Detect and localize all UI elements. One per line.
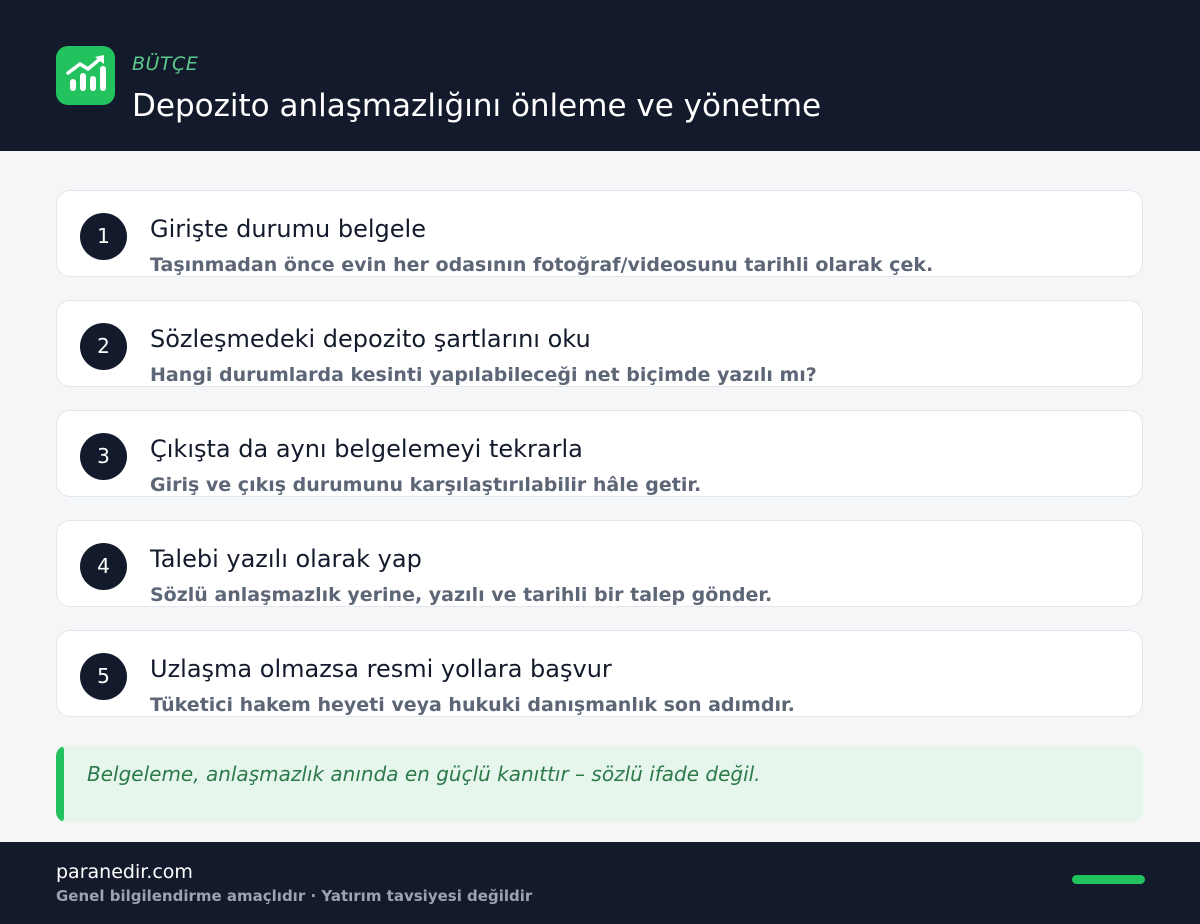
callout-text: Belgeleme, anlaşmazlık anında en güçlü kanıttır – sözlü ifade değil. (87, 762, 761, 786)
tip-callout (56, 746, 1143, 822)
step-description: Tüketici hakem heyeti veya hukuki danışmanlık son adımdır. (150, 694, 795, 716)
category-label: BÜTÇE (132, 53, 199, 75)
step-title: Girişte durumu belgele (150, 215, 426, 243)
step-description: Sözlü anlaşmazlık yerine, yazılı ve tarihli bir talep gönder. (150, 584, 773, 606)
page-title: Depozito anlaşmazlığını önleme ve yönetme (132, 88, 822, 124)
step-card (56, 300, 1143, 387)
step-title: Sözleşmedeki depozito şartlarını oku (150, 325, 591, 353)
step-card (56, 520, 1143, 607)
step-number: 3 (80, 433, 127, 480)
step-number: 1 (80, 213, 127, 260)
step-description: Giriş ve çıkış durumunu karşılaştırılabilir hâle getir. (150, 474, 702, 496)
step-number: 2 (80, 323, 127, 370)
footer-accent-bar (1072, 875, 1145, 884)
header (0, 0, 1200, 151)
step-description: Taşınmadan önce evin her odasının fotoğraf/videosunu tarihli olarak çek. (150, 254, 934, 276)
chart-up-icon (56, 46, 115, 105)
footer (0, 842, 1200, 924)
step-title: Çıkışta da aynı belgelemeyi tekrarla (150, 435, 583, 463)
site-name: paranedir.com (56, 861, 193, 883)
step-number: 4 (80, 543, 127, 590)
step-number: 5 (80, 653, 127, 700)
step-title: Talebi yazılı olarak yap (150, 545, 422, 573)
disclaimer: Genel bilgilendirme amaçlıdır · Yatırım tavsiyesi değildir (56, 887, 533, 905)
step-title: Uzlaşma olmazsa resmi yollara başvur (150, 655, 612, 683)
callout-accent-bar (56, 746, 64, 822)
step-description: Hangi durumlarda kesinti yapılabileceği net biçimde yazılı mı? (150, 364, 817, 386)
step-card (56, 410, 1143, 497)
step-card (56, 190, 1143, 277)
step-card (56, 630, 1143, 717)
